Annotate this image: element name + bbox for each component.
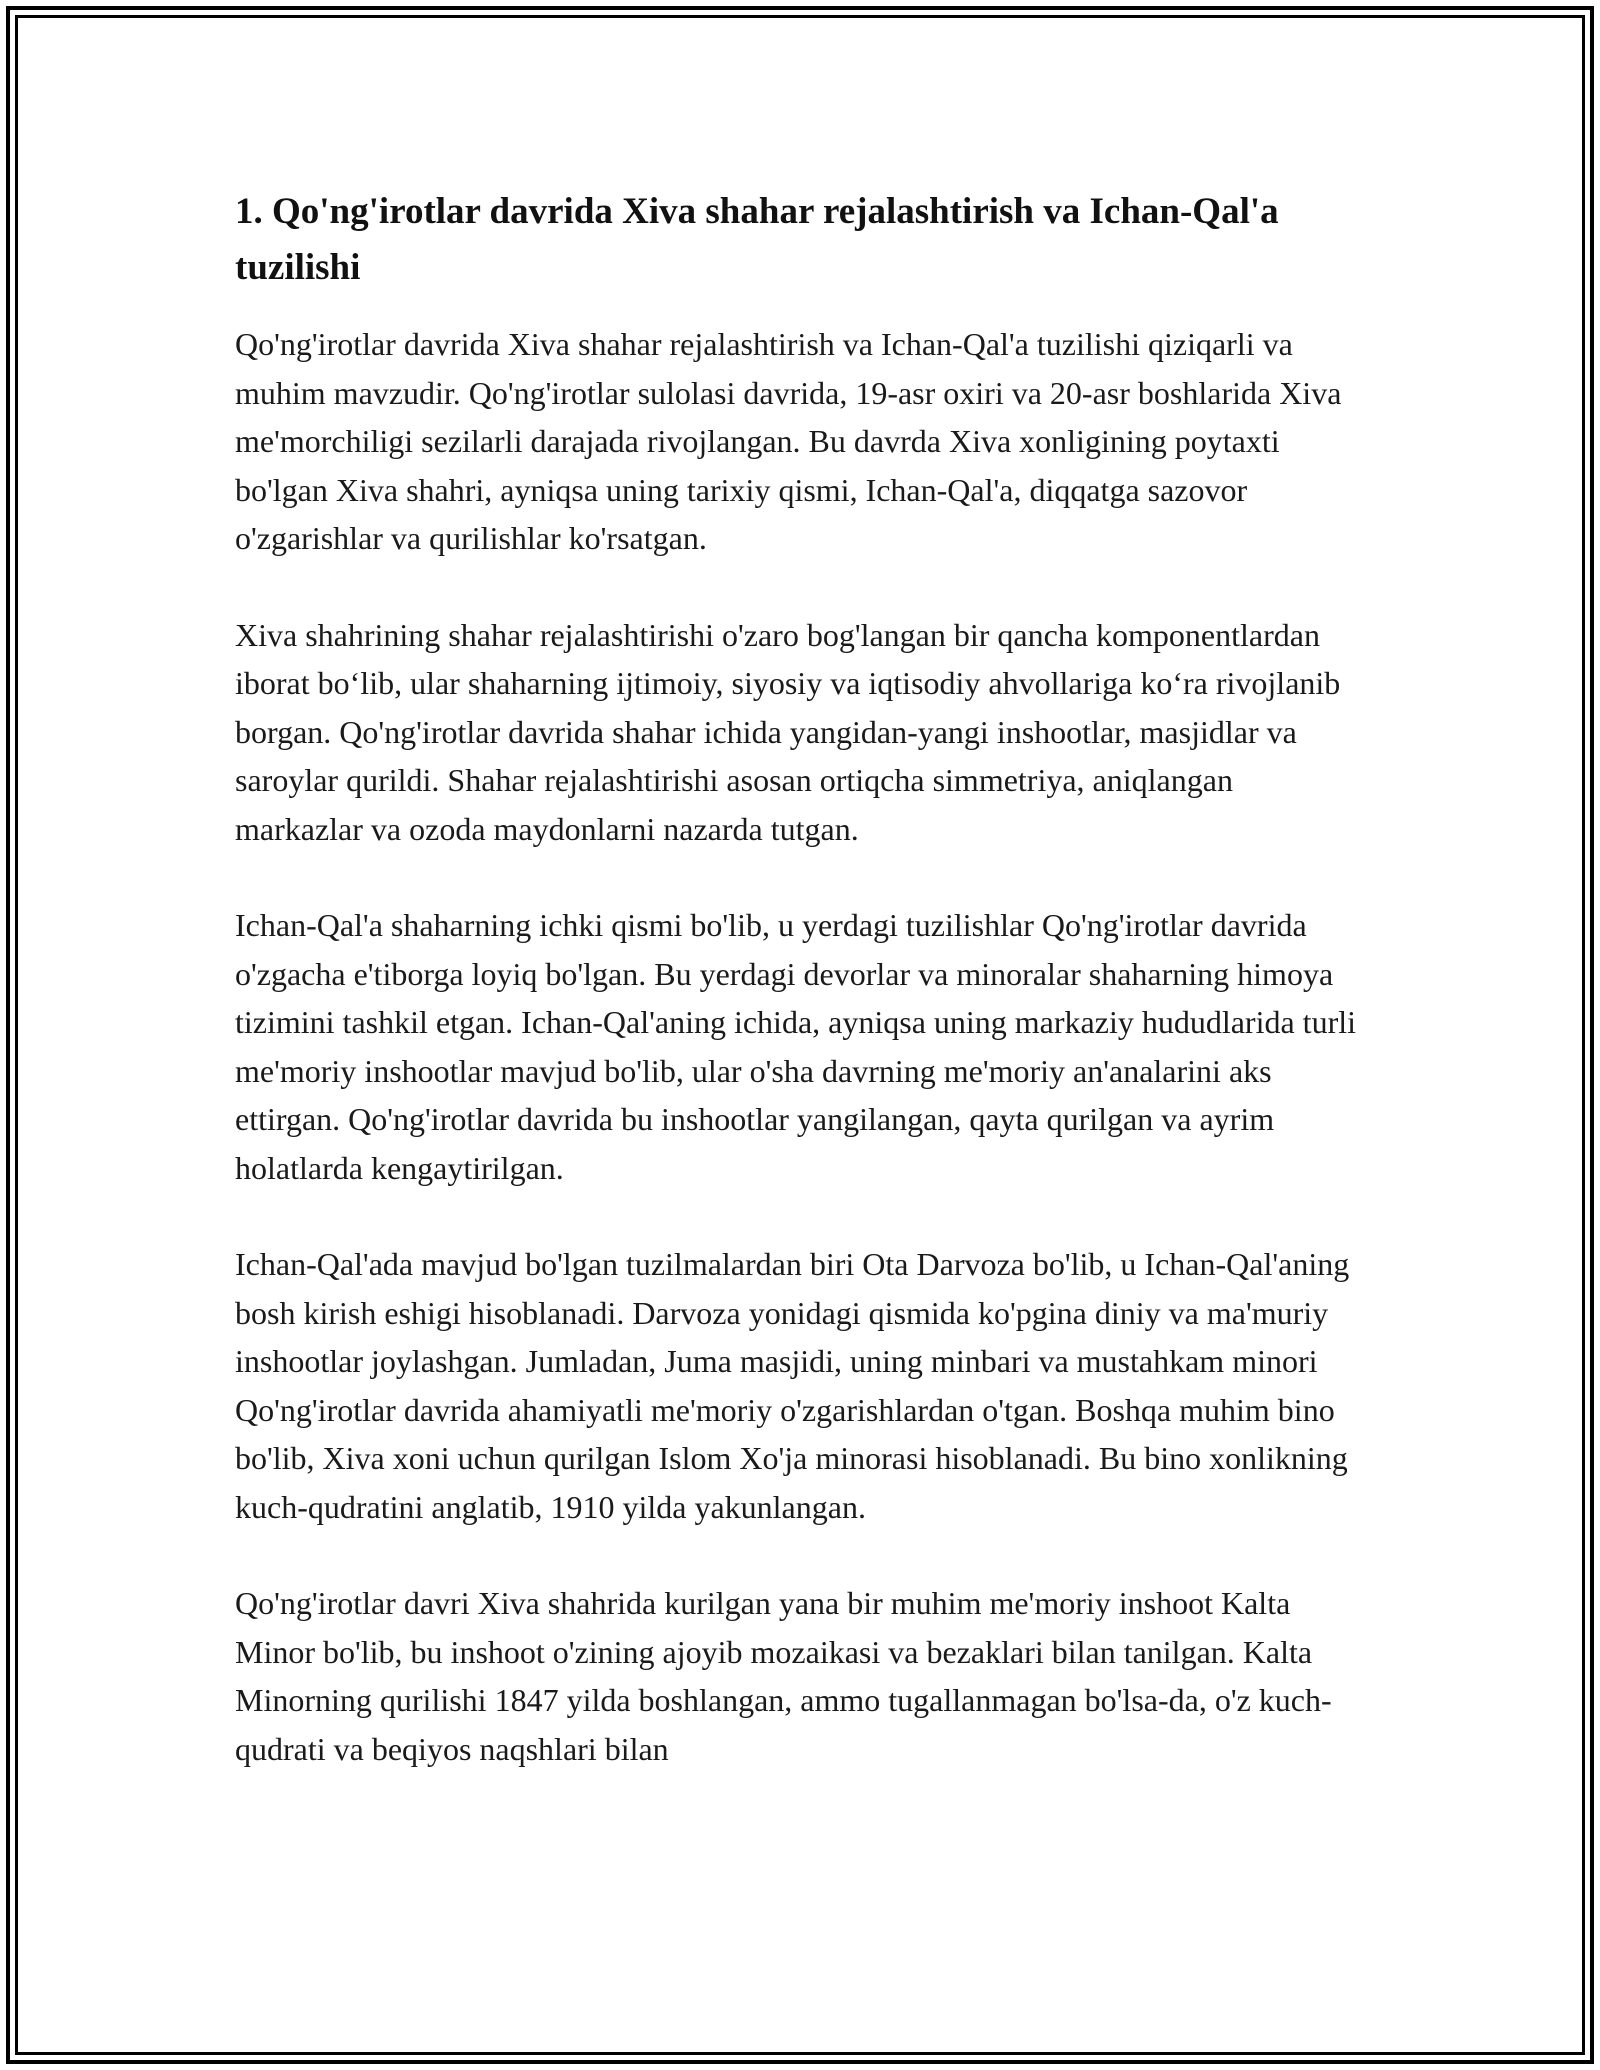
paragraph-intro: Qo'ng'irotlar davrida Xiva shahar rejalashtirish va Ichan-Qal'a tuzilishi qiziqarli va muhim mavzudir. Qo'ng'irotlar sulolasi davrida, 19-asr oxiri va 20-asr boshlarida Xiva me'morchiligi sezilarli darajada rivojlangan. Bu davrda Xiva xonligining poytaxti bo'lgan Xiva shahri, ayniqsa uning tarixiy qismi, Ichan-Qal'a, diqqatga sazovor o'zgarishlar va qurilishlar ko'rsatgan.	[235, 326, 1342, 556]
paragraph-ichan-qala: Ichan-Qal'a shaharning ichki qismi bo'lib, u yerdagi tuzilishlar Qo'ng'irotlar davrida o'zgacha e'tiborga loyiq bo'lgan. Bu yerdagi devorlar va minoralar shaharning himoya tizimini tashkil etgan. Ichan-Qal'aning ichida, ayniqsa uning markaziy hududlarida turli me'moriy inshootlar mavjud bo'lib, ular o'sha davrning me'moriy an'analarini aks ettirgan. Qo'ng'irotlar davrida bu inshootlar yangilangan, qayta qurilgan va ayrim holatlarda kengaytirilgan.	[235, 907, 1356, 1186]
paragraph-city-planning: Xiva shahrining shahar rejalashtirishi o'zaro bog'langan bir qancha komponentlardan iborat bo‘lib, ular shaharning ijtimoiy, siyosiy va iqtisodiy ahvollariga ko‘ra rivojlanib borgan. Qo'ng'irotlar davrida shahar ichida yangidan-yangi inshootlar, masjidlar va saroylar qurildi. Shahar rejalashtirishi asosan ortiqcha simmetriya, aniqlangan markazlar va ozoda maydonlarni nazarda tutgan.	[235, 616, 1341, 847]
document-body	[235, 184, 1365, 1773]
paragraph-kalta-minor: Qo'ng'irotlar davri Xiva shahrida kurilgan yana bir muhim me'moriy inshoot Kalta Minor bo'lib, bu inshoot o'zining ajoyib mozaikasi va bezaklari bilan tanilgan. Kalta Minorning qurilishi 1847 yilda boshlangan, ammo tugallanmagan bo'lsa-da, o'z kuch-qudrati va beqiyos naqshlari bilan	[235, 1585, 1332, 1767]
section-heading: 1. Qo'ng'irotlar davrida Xiva shahar rejalashtirish va Ichan-Qal'a tuzilishi	[235, 191, 1279, 288]
paragraph-ota-darvoza: Ichan-Qal'ada mavjud bo'lgan tuzilmalardan biri Ota Darvoza bo'lib, u Ichan-Qal'aning bosh kirish eshigi hisoblanadi. Darvoza yonidagi qismida ko'pgina diniy va ma'muriy inshootlar joylashgan. Jumladan, Juma masjidi, uning minbari va mustahkam minori Qo'ng'irotlar davrida ahamiyatli me'moriy o'zgarishlardan o'tgan. Boshqa muhim bino bo'lib, Xiva xoni uchun qurilgan Islom Xo'ja minorasi hisoblanadi. Bu bino xonlikning kuch-qudratini anglatib, 1910 yilda yakunlangan.	[235, 1246, 1350, 1525]
